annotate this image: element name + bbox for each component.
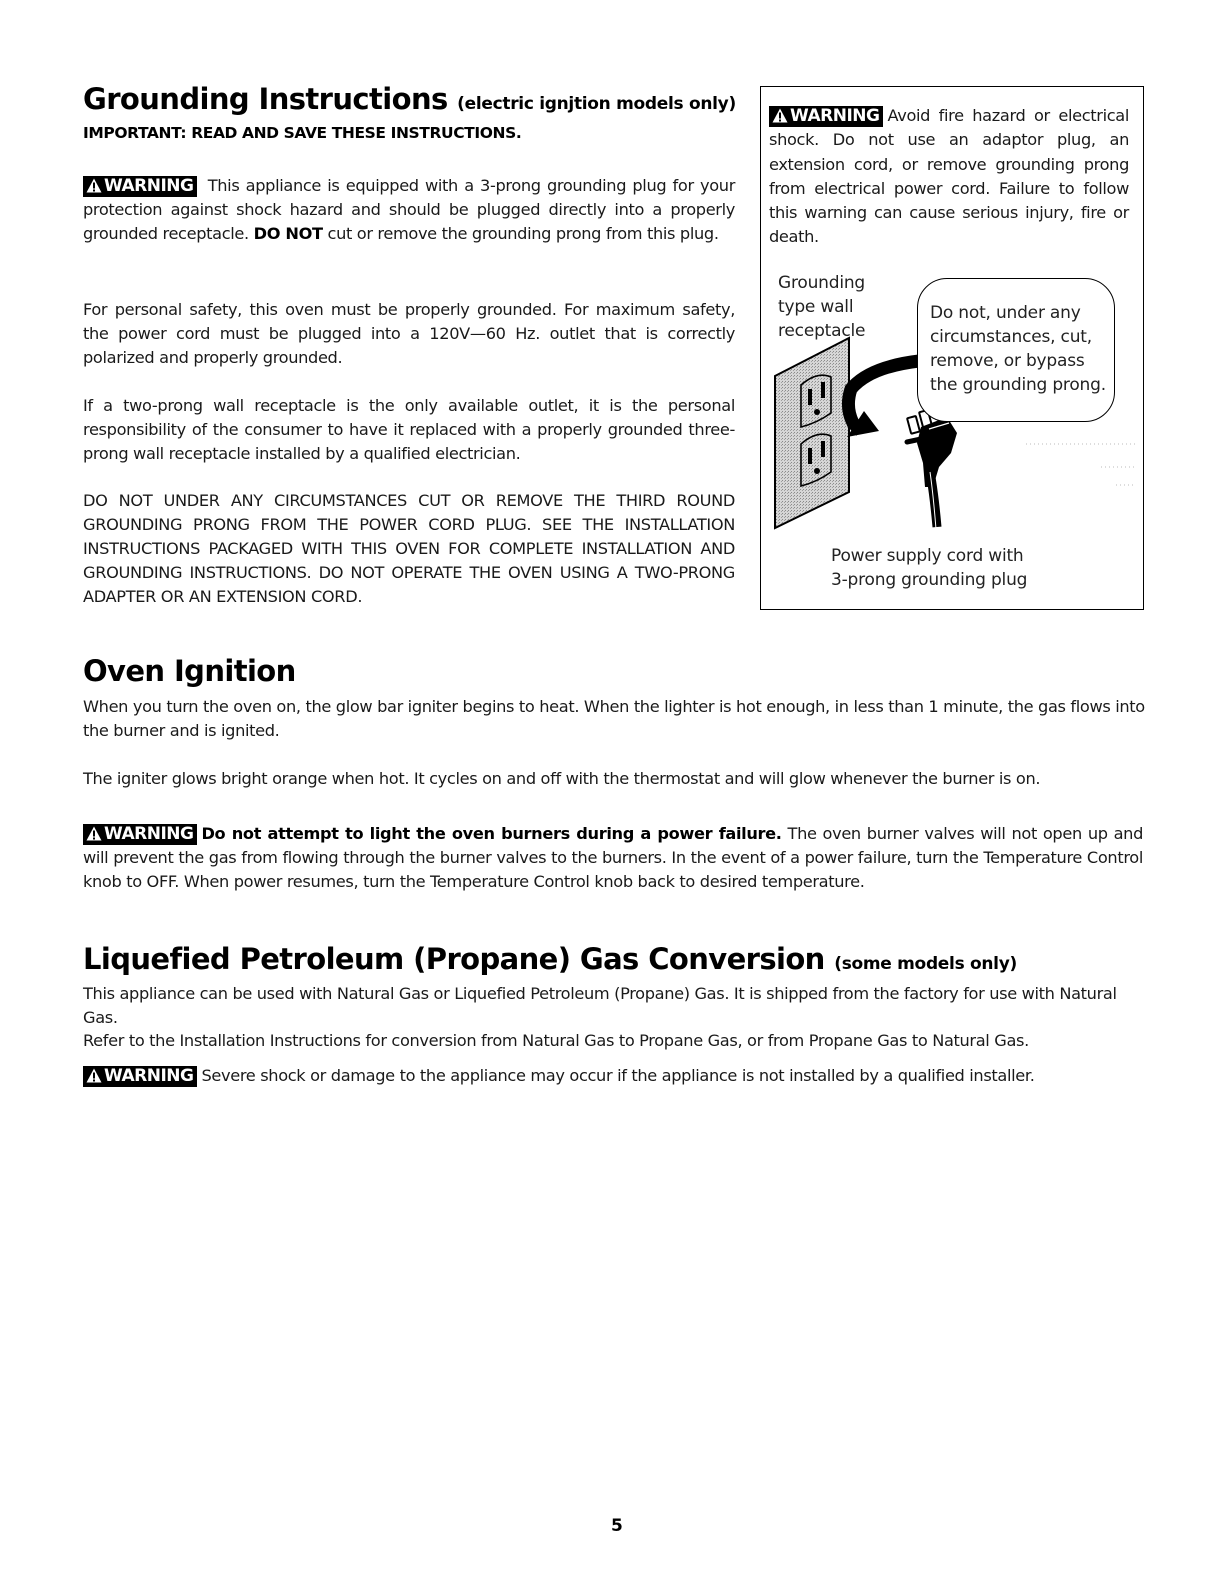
important-notice: IMPORTANT: READ AND SAVE THESE INSTRUCTIONS. xyxy=(83,124,522,142)
warning-triangle-icon xyxy=(772,108,788,123)
warning-text: This appliance is equipped with a 3-prong grounding plug for your protection against shock hazard and should be plugged directly into a properly grounded receptacle. xyxy=(83,176,736,243)
callout-bubble xyxy=(917,278,1115,422)
grounding-warning-paragraph xyxy=(83,174,735,246)
ignition-warning-paragraph xyxy=(83,822,1143,894)
lp-warning-paragraph xyxy=(83,1064,1145,1088)
lp-paragraph-1: This appliance can be used with Natural Gas or Liquefied Petroleum (Propane) Gas. It is shipped from the factory for use with Natural Gas. xyxy=(83,984,1117,1027)
grounding-title-sub: (electric ignjtion models only) xyxy=(457,94,736,114)
two-prong-paragraph: If a two-prong wall receptacle is the only available outlet, it is the personal responsibility of the consumer to have it replaced with a properly grounded three-prong wall receptacle installed by a qualified electrician. xyxy=(83,396,735,463)
warning-triangle-icon xyxy=(86,826,102,841)
warning-badge xyxy=(83,824,197,845)
grounding-heading xyxy=(83,82,736,116)
callout-line: remove, or bypass xyxy=(930,351,1085,371)
lp-conversion-title-sub: (some models only) xyxy=(834,954,1017,974)
sidebox-warning-paragraph xyxy=(769,104,1129,250)
warning-label: WARNING xyxy=(790,106,880,126)
warning-text: Severe shock or damage to the appliance may occur if the appliance is not installed by a qualified installer. xyxy=(201,1066,1035,1085)
wall-receptacle-icon xyxy=(775,338,849,528)
cord-caption-line: Power supply cord with xyxy=(831,546,1024,566)
warning-triangle-icon xyxy=(86,1068,102,1083)
warning-badge xyxy=(769,106,883,127)
warning-emphasis: DO NOT xyxy=(253,224,323,243)
warning-label: WARNING xyxy=(104,176,194,196)
lp-paragraph-2: Refer to the Installation Instructions for conversion from Natural Gas to Propane Gas, or from Propane Gas to Natural Gas. xyxy=(83,1031,1029,1050)
grounding-title: Grounding Instructions xyxy=(83,82,448,116)
warning-text: The oven burner valves will not open up and will prevent the gas from flowing through the burner valves to the burners. In the event of a power failure, turn the Temperature Control knob to OFF. When power resumes, turn the Temperature Control knob back to desired temperature. xyxy=(83,824,1143,891)
warning-emphasis: Do not attempt to light the oven burners during a power failure. xyxy=(201,824,782,843)
warning-badge xyxy=(83,176,197,197)
callout-line: Do not, under any xyxy=(930,303,1081,323)
warning-label: WARNING xyxy=(104,1066,194,1086)
caps-warning-paragraph: DO NOT UNDER ANY CIRCUMSTANCES CUT OR REMOVE THE THIRD ROUND GROUNDING PRONG FROM THE POWER CORD PLUG. SEE THE INSTALLATION INSTRUCTIONS PACKAGED WITH THIS OVEN FOR COMPLETE INSTALLATION AND GROUNDING INSTRUCTIONS. DO NOT OPERATE THE OVEN USING A TWO-PRONG ADAPTER OR AN EXTENSION CORD. xyxy=(83,491,735,606)
three-prong-plug-icon xyxy=(907,410,957,529)
sidebox-warning-text: Avoid fire hazard or electrical shock. Do not use an adaptor plug, an extension cord, or remove grounding prong from electrical power cord. Failure to follow this warning can cause serious injury, fire or death. xyxy=(769,106,1129,247)
ignition-paragraph-2: The igniter glows bright orange when hot. It cycles on and off with the thermostat and will glow whenever the burner is on. xyxy=(83,769,1041,788)
receptacle-label-line: receptacle xyxy=(778,321,866,341)
receptacle-label-line: type wall xyxy=(778,297,854,317)
warning-badge xyxy=(83,1066,197,1087)
lp-conversion-heading xyxy=(83,942,1017,976)
ignition-paragraph-1: When you turn the oven on, the glow bar igniter begins to heat. When the lighter is hot enough, in less than 1 minute, the gas flows into the burner and is ignited. xyxy=(83,697,1145,740)
page-number: 5 xyxy=(611,1516,623,1536)
cord-caption-line: 3-prong grounding plug xyxy=(831,570,1028,590)
warning-text-cont: cut or remove the grounding prong from this plug. xyxy=(327,224,719,243)
receptacle-label-line: Grounding xyxy=(778,273,866,293)
grounding-warning-box xyxy=(760,86,1144,610)
oven-ignition-title: Oven Ignition xyxy=(83,654,296,688)
callout-line: circumstances, cut, xyxy=(930,327,1092,347)
warning-triangle-icon xyxy=(86,178,102,193)
warning-label: WARNING xyxy=(104,824,194,844)
scan-artifact-dots xyxy=(1026,444,1136,485)
safety-paragraph: For personal safety, this oven must be properly grounded. For maximum safety, the power cord must be plugged into a 120V—60 Hz. outlet that is correctly polarized and properly grounded. xyxy=(83,300,735,367)
cord-caption xyxy=(831,544,1027,592)
lp-conversion-title: Liquefied Petroleum (Propane) Gas Conversion xyxy=(83,942,825,976)
callout-text xyxy=(930,301,1106,397)
callout-line: the grounding prong. xyxy=(930,375,1106,395)
